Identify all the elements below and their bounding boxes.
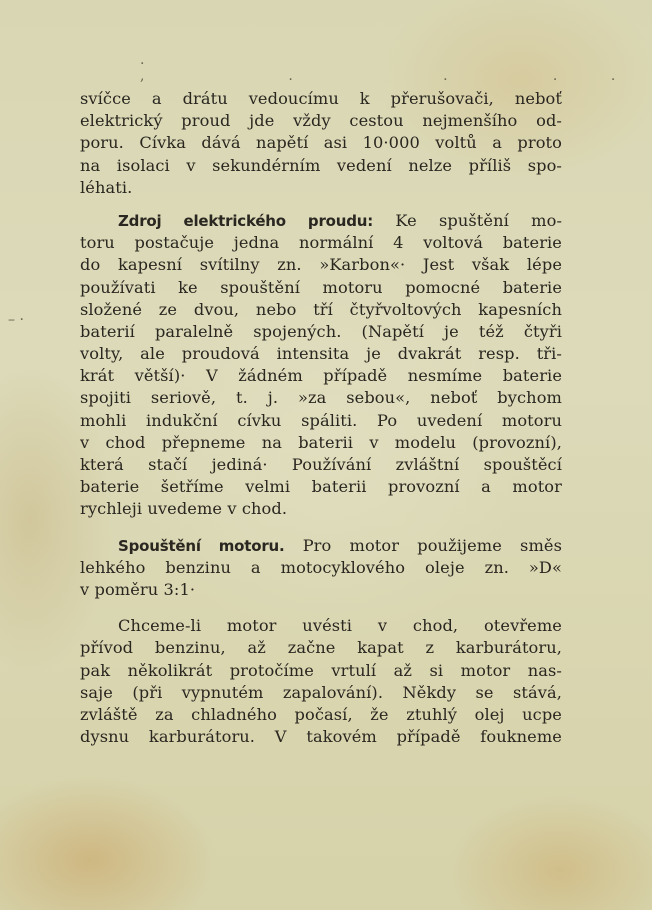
text-line: léhati. — [80, 177, 133, 197]
text-line: toru postačuje jedna normální 4 voltová baterie — [80, 233, 562, 253]
text-line: na isolaci v sekundérním vedení nelze příliš spo- — [80, 155, 562, 175]
text-line: rychleji uvedeme v chod. — [80, 499, 288, 519]
page-specks: . , . . . . — [140, 52, 618, 84]
text-line: lehkého benzinu a motocyklového oleje zn. »D« — [80, 557, 562, 577]
text-line: saje (při vypnutém zapalování). Někdy se stává, — [80, 682, 562, 702]
text-line: přívod benzinu, až začne kapat z karburátoru, — [80, 638, 562, 658]
text-line — [80, 210, 562, 232]
paragraph-power-source — [80, 210, 562, 521]
text-line: Chceme-li motor uvésti v chod, otevřeme — [118, 616, 562, 636]
text-line: poru. Cívka dává napětí asi 10·000 voltů a proto — [80, 133, 562, 153]
text-line: složené ze dvou, nebo tří čtyřvoltových kapesních — [80, 299, 562, 319]
paragraph-start-procedure — [80, 615, 562, 748]
text-run: Pro motor použijeme směs — [302, 535, 563, 555]
text-line: pak několikrát protočíme vrtulí až si motor nas- — [80, 660, 562, 680]
paragraph-ignition-coil — [80, 88, 562, 199]
section-heading-starting-motor: Spouštění motoru. — [118, 536, 285, 555]
margin-mark: – · — [8, 312, 24, 328]
text-line: baterie šetříme velmi baterii provozní a motor — [80, 477, 562, 497]
text-line: která stačí jediná· Používání zvláštní spouštěcí — [80, 455, 562, 474]
text-run: Ke spuštění mo- — [395, 210, 563, 230]
text-line: používati ke spouštění motoru pomocné baterie — [80, 277, 562, 297]
text-line: dysnu karburátoru. V takovém případě foukneme — [80, 727, 562, 747]
text-line: v chod přepneme na baterii v modelu (provozní), — [80, 432, 562, 452]
paragraph-starting-motor — [80, 535, 562, 602]
section-heading-power-source: Zdroj elektrického proudu: — [118, 211, 374, 230]
text-line: krát větší)· V žádném případě nesmíme baterie — [80, 366, 562, 386]
text-line: svíčce a drátu vedoucímu k přerušovači, neboť — [80, 89, 562, 108]
text-line — [80, 535, 562, 557]
text-line: spojiti seriově, t. j. »za sebou«, neboť bychom — [80, 388, 562, 408]
text-line: volty, ale proudová intensita je dvakrát resp. tři- — [80, 344, 562, 364]
text-line: zvláště za chladného počasí, že ztuhlý olej ucpe — [80, 704, 562, 724]
text-line: v poměru 3:1· — [80, 579, 196, 599]
text-line: do kapesní svítilny zn. »Karbon«· Jest však lépe — [80, 255, 562, 275]
text-line: mohli indukční cívku spáliti. Po uvedení motoru — [80, 410, 562, 430]
text-line: baterií paralelně spojených. (Napětí je též čtyři — [80, 321, 562, 341]
page-text — [80, 88, 562, 748]
text-line: elektrický proud jde vždy cestou nejmenšího od- — [80, 111, 562, 131]
